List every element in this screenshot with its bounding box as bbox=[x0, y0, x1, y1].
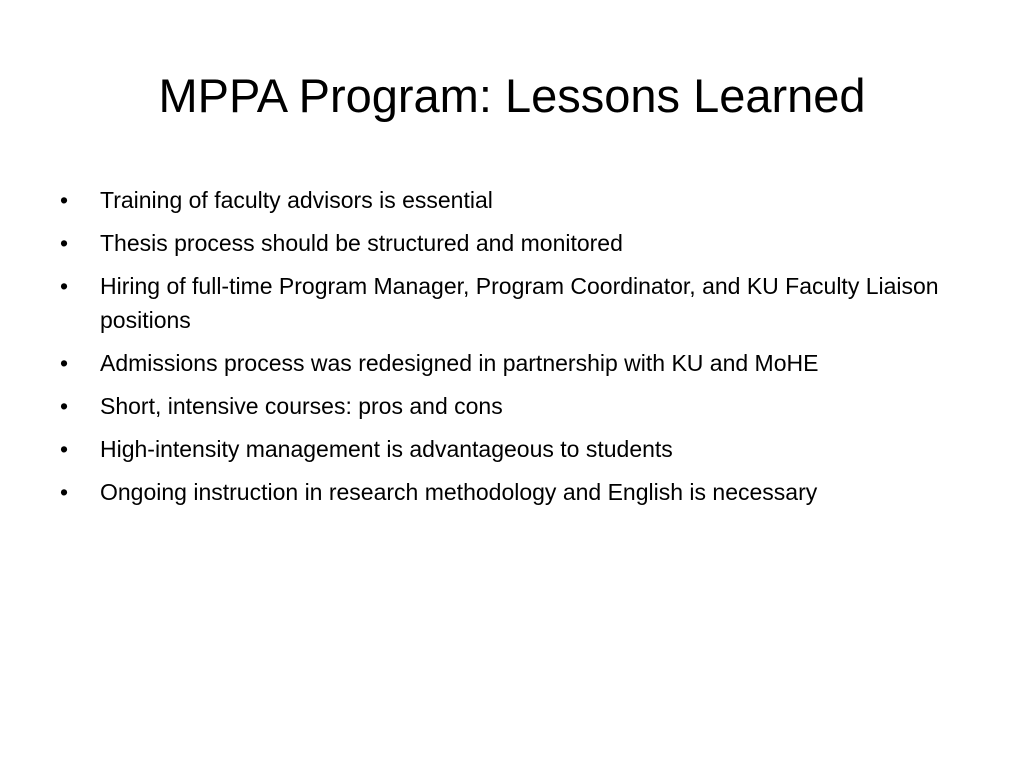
bullet-icon: • bbox=[60, 350, 69, 376]
bullet-item bbox=[60, 346, 980, 380]
bullet-text: Training of faculty advisors is essential bbox=[100, 187, 493, 213]
slide-title: MPPA Program: Lessons Learned bbox=[158, 69, 866, 122]
bullet-icon: • bbox=[60, 230, 69, 256]
bullet-text: High-intensity management is advantageous to students bbox=[100, 436, 673, 462]
bullet-item bbox=[60, 432, 980, 466]
bullet-item bbox=[60, 475, 980, 509]
bullet-icon: • bbox=[60, 436, 69, 462]
bullet-item bbox=[60, 389, 980, 423]
bullet-icon: • bbox=[60, 187, 69, 213]
bullet-icon: • bbox=[60, 273, 69, 299]
bullet-text: Hiring of full-time Program Manager, Program Coordinator, and KU Faculty Liaison positions bbox=[100, 273, 939, 333]
bullet-text: Short, intensive courses: pros and cons bbox=[100, 393, 503, 419]
bullet-icon: • bbox=[60, 479, 69, 505]
bullet-text: Ongoing instruction in research methodology and English is necessary bbox=[100, 479, 818, 505]
bullet-item bbox=[60, 226, 980, 260]
bullet-item bbox=[60, 269, 980, 337]
bullet-text: Thesis process should be structured and monitored bbox=[100, 230, 623, 256]
bullet-list bbox=[60, 183, 980, 518]
bullet-text: Admissions process was redesigned in partnership with KU and MoHE bbox=[100, 350, 819, 376]
bullet-icon: • bbox=[60, 393, 69, 419]
bullet-item bbox=[60, 183, 980, 217]
